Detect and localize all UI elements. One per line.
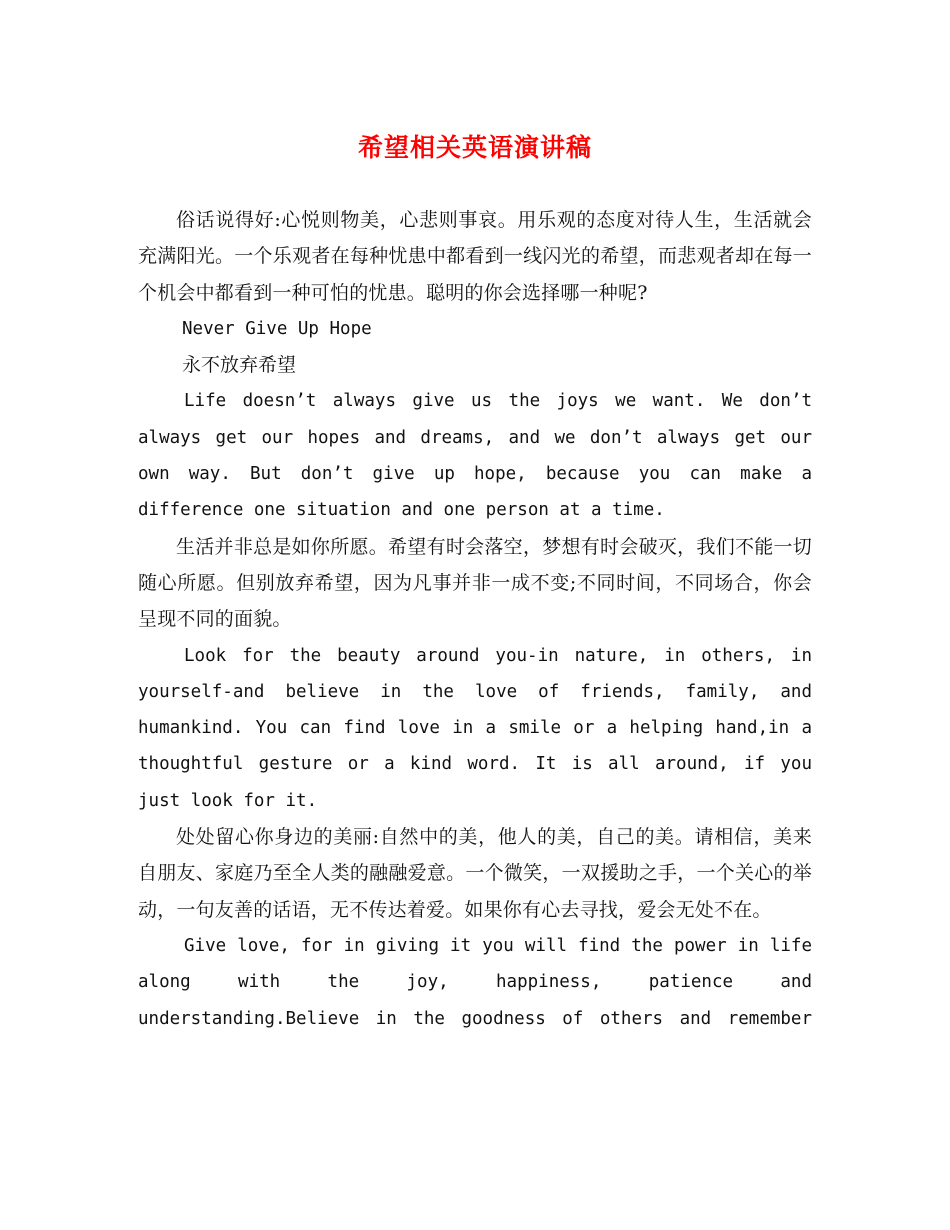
paragraph-chinese-heading: 永不放弃希望 bbox=[182, 354, 297, 377]
paragraph-intro: 俗话说得好:心悦则物美，心悲则事哀。用乐观的态度对待人生，生活就会充满阳光。一个乐观者在每种忧患中都看到一线闪光的希望，而悲观者却在每一个机会中都看到一种可怕的忧患。聪明的你会选择哪一种呢? bbox=[138, 209, 812, 304]
paragraph-english-3: Give love, for in giving it you will find the power in life along with the joy, happiness, patience and understanding.Believe in the goodness of others and remember bbox=[138, 935, 812, 1029]
paragraph-english-1: Life doesn’t always give us the joys we want. We don’t always get our hopes and dreams, and we don’t always get our own way. But don’t give up hope, because you can make a difference one situation and one person at a time. bbox=[138, 391, 812, 521]
paragraph-chinese-1: 生活并非总是如你所愿。希望有时会落空，梦想有时会破灭，我们不能一切随心所愿。但别放弃希望，因为凡事并非一成不变;不同时间，不同场合，你会呈现不同的面貌。 bbox=[138, 535, 812, 631]
document-body bbox=[138, 202, 812, 1037]
paragraph-english-2: Look for the beauty around you-in nature, in others, in yourself-and believe in the love of friends, family, and humankind. You can find love in a smile or a helping hand,in a thoughtful gesture or a kind word. It is all around, if you just look for it. bbox=[138, 645, 812, 811]
paragraph-english-heading: Never Give Up Hope bbox=[182, 318, 372, 339]
paragraph-chinese-2: 处处留心你身边的美丽:自然中的美，他人的美，自己的美。请相信，美来自朋友、家庭乃至全人类的融融爱意。一个微笑，一双援助之手，一个关心的举动，一句友善的话语，无不传达着爱。如果你有心去寻找，爱会无处不在。 bbox=[138, 826, 812, 921]
document-title: 希望相关英语演讲稿 bbox=[357, 133, 592, 162]
